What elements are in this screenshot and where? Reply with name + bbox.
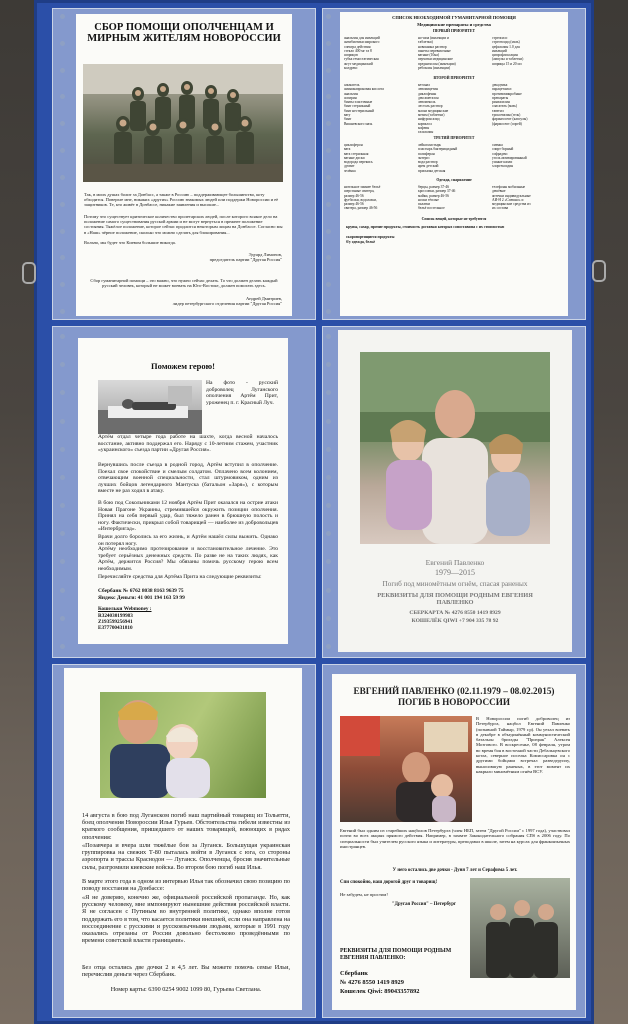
list-column [418, 83, 490, 135]
list-item: дешёвые [492, 189, 506, 194]
punch-holes [326, 14, 332, 314]
list-item: дексаметазон [418, 95, 439, 100]
poster-aid-list [340, 12, 568, 316]
poster-pavlenko-obituary [332, 674, 576, 1010]
list-item: левомеколь [418, 100, 436, 105]
list-column [418, 185, 490, 211]
list-item: пакеты перевязочные [418, 48, 451, 53]
list-item: стрепсилс [492, 36, 508, 40]
list-item: АИ-Н 2 «Спешно» и [492, 197, 524, 202]
webmoney-wallet: E377700431810 [98, 625, 133, 631]
webmoney-wallet: R324030199983 [98, 613, 133, 619]
list-item: инъекций [492, 48, 507, 53]
list-item: кофеин [418, 125, 430, 130]
memorial-name: Евгений Павленко [425, 558, 485, 567]
list-item: галазолин [418, 130, 434, 135]
card-number: Номер карты: 6390 0254 9002 1099 80, Гурьева Светлана. [110, 986, 262, 993]
list-item: колдрекс [344, 66, 358, 71]
priority-heading: ВТОРОЙ ПРИОРИТЕТ [433, 76, 475, 80]
list-item: перчатки медицинские [418, 57, 453, 62]
poster-paragraph: Потому что существует критическое количество пролетарских людей, после которого всякое дело на положение самого существования русской армии и не могут вернуться в прежнее положение состояния. Тяжёлое положение, которое сейчас продлится некоторым лицам на Донбассе. Согласно мы в «Наш» чёрное положение, сколько что можно сделать для блокирования... [84, 214, 283, 235]
signature-name: Эдуард Лимонов, [248, 252, 282, 257]
list-column [492, 185, 564, 211]
list-column [492, 36, 564, 66]
father-daughters-photo [360, 352, 550, 544]
memorial-caption: Погиб под миномётным огнём, спасая раненых [382, 580, 528, 588]
list-item: дуовит [344, 164, 355, 169]
list-item: циклоферон [344, 143, 363, 147]
poster-memorial-pavlenko [338, 330, 572, 652]
poster-title: СБОР ПОМОЩИ ОПОЛЧЕНЦАМ И МИРНЫМ ЖИТЕЛЯМ НОВОРОССИИ [87, 22, 281, 44]
list-item: фарингосепт (капсулы) [492, 117, 528, 122]
list-column [492, 143, 564, 169]
webmoney-wallet: Z193599256941 [98, 619, 133, 625]
list-item: корвалол [418, 121, 432, 126]
list-item: аптечки индивидуальные [492, 193, 531, 198]
poster-paragraph: Вольно, мы будет что Киевом большие никогда. [84, 240, 176, 245]
list-item: ушные капли [492, 160, 513, 165]
list-item: препараты [492, 95, 509, 100]
list-item: жгут медицинский [344, 61, 373, 66]
list-item: уголь активированный [492, 155, 527, 160]
list-item: альмагель [344, 83, 360, 87]
excluded-item: б/у одежда, бельё [346, 240, 376, 244]
list-item: полиферан [418, 151, 435, 156]
list-item: ринзасилин [492, 100, 510, 105]
list-item: нательное зимнее бельё [344, 185, 381, 189]
list-item: нифуроксазид [418, 117, 440, 122]
list-item: их состава [492, 206, 509, 211]
article-paragraph: «Я не доверяю, конечно же, официальной российской пропаганде. Но, как русскому человеку, мне импонируют нынешние действия российской власти. Я не согласен с Путиным во внутренней политике, однако вполне готов поддержать его в том, что касается политики внешней, если она направлена на воссоединение с русскими и русскоязычными людьми, которые в 1991 году оказались отрезаны от России довольно бестолково проведёнными по времени советской власти границами». [82, 894, 290, 945]
list-item: троксевазин (гель) [492, 113, 521, 118]
militia-group-photo [83, 64, 283, 182]
list-item: энтерос [418, 155, 430, 160]
list-item: шприцы 15 и 20 мл [492, 61, 522, 66]
list-item: футболки, водолазки, [344, 197, 377, 202]
webmoney-label: Кошельки Webmoney : [98, 606, 152, 612]
wounded-man-photo [98, 380, 202, 434]
sberbank-card: Сбербанк № 6762 8038 8163 9639 75 [98, 588, 184, 594]
soldiers-figures [83, 64, 283, 182]
list-item: хлоргексидин [492, 164, 514, 169]
list-item: кетонал [418, 83, 430, 87]
list-item: вата стерильная [344, 151, 369, 156]
list-title: СПИСОК НЕОБХОДИМОЙ ГУМАНИТАРНОЙ ПОМОЩИ [392, 15, 516, 20]
list-item: аспирин [344, 95, 357, 100]
signature-role: лидер петербургского отделения партии "Другая Россия" [172, 301, 282, 306]
list-column [418, 36, 490, 70]
list-item: свитера, размер 46-56 [344, 206, 378, 211]
punch-holes [60, 334, 66, 649]
list-item: цефазолин 1.0 для [492, 44, 520, 49]
section-heading: Список вещей, которые не требуются [421, 217, 487, 221]
family-portrait [360, 352, 550, 544]
article-paragraph: 14 августа в бою под Луганском погиб наш партийный товарищ из Тольятти, боец ополчения Новороссии Илья Гурьев. Обстоятельства гибели известны из краткого сообщения, пришедшего от наших товарищей, воюющих в рядах ополчения: [82, 812, 290, 841]
list-item: анальгин [344, 91, 358, 96]
list-item: шприцов [344, 53, 358, 58]
list-item: мезим (таблетки) [418, 113, 445, 118]
comrades-photo [470, 878, 570, 978]
list-item: палатки [418, 202, 431, 207]
section-heading: Одежда, снаряжение [436, 178, 472, 182]
list-item: шерстяные свитера, [344, 189, 375, 194]
qiwi-wallet: КОШЕЛЁК QIWI +7 904 335 78 92 [411, 618, 499, 624]
list-item: размер 46-56 [344, 193, 364, 198]
list-item: ватные диски [344, 155, 365, 160]
list-item: зелёнка [344, 168, 356, 173]
memorial-years: 1979—2015 [435, 568, 475, 577]
list-item: спирт борный [492, 147, 514, 152]
list-item: ципрофлоксацин [492, 53, 518, 58]
list-item: бельё постельное [418, 206, 445, 211]
poster-help-hero [78, 338, 288, 644]
signature-role: председатель партии "Другая Россия" [209, 257, 282, 262]
list-item: водорода перекись [344, 160, 373, 165]
farewell-line: Спи спокойно, наш дорогой друг и товарищ! [340, 880, 438, 885]
list-item: тавегил [492, 108, 504, 113]
list-item: губка гемостатическая [344, 57, 379, 62]
list-item: анальгин для инъекций [344, 36, 380, 40]
list-subtitle: Медицинские препараты и средства [417, 22, 491, 27]
list-column [344, 83, 416, 126]
list-item: преднизолон (инъекции) [418, 61, 456, 66]
list-column [492, 83, 564, 126]
list-item: бинты эластичные [344, 100, 373, 105]
list-item: парацетамол [492, 87, 512, 92]
list-column [344, 185, 416, 211]
list-column [418, 143, 490, 173]
list-item: сменка [492, 143, 503, 147]
list-item: декадтика [492, 83, 508, 87]
list-item: носки тёплые [418, 197, 439, 202]
poster-ilya-guryev [64, 668, 302, 1010]
children-note: У него остались две дочки - Дуня 7 лет и Серафима 5 лет. [392, 868, 518, 873]
requisites-heading: РЕКВИЗИТЫ ДЛЯ ПОМОЩИ РОДНЫМ ЕВГЕНИЯ ПАВЛЕНКО: [340, 948, 452, 961]
hospital-bed-scene [98, 380, 202, 434]
list-item: новокаина раствор [418, 44, 447, 49]
hero-text: Перечисляйте средства для Артёма Прита на следующие реквизиты: [98, 574, 262, 580]
list-item: но-шпа (инъекции и [418, 36, 449, 40]
list-item: (ампулы и таблетки) [492, 57, 524, 62]
list-item: медицинские средства из [492, 202, 531, 207]
list-item: присыпка детская [418, 168, 446, 173]
list-item: стрептоцид (мазь) [492, 40, 520, 45]
list-item: Вишневского мазь [344, 121, 373, 126]
list-item: бинт стерильный [344, 104, 371, 109]
list-item: противомикробные [492, 91, 522, 96]
hero-text: Артёму необходимо протезирование и восстановительное лечение. Это требует серьёзных денежных средств. По разве не на таких людях, как Артём, держится Россия? Мы обязаны помочь русскому герою всем необходимым. [98, 546, 278, 572]
punch-holes [60, 14, 66, 314]
list-item: аминокапроновая кислота [344, 87, 384, 92]
list-item: таблетки) [418, 40, 433, 45]
obituary-title: ЕВГЕНИЙ ПАВЛЕНКО (02.11.1979 – 08.02.2015) ПОГИБ В НОВОРОССИИ [353, 686, 555, 707]
list-item: левомицетин [418, 87, 438, 92]
list-item: бинт нестерильный [344, 108, 374, 113]
list-item: вата [344, 147, 351, 152]
list-item: телефоны мобильные [492, 185, 526, 189]
metal-clip [22, 262, 36, 284]
list-item: пластырь бактерицидный [418, 147, 458, 152]
card-number: № 4276 8550 1419 8929 [340, 979, 404, 986]
excluded-item: скоропортящиеся продукты [346, 235, 395, 239]
list-item: ватные (10на) [418, 53, 440, 58]
article-paragraph: «Позавчера и вчера шли тяжёлые бои за Луганск. Большущая украинская группировка на свежих Т-80 пыталась войти в Луганск с юга, со стороны аэропорта и трассы Краснодон — Луганск. Ополченцы, бросив значительные силы, разгромили киевские войска. Во втором бою погиб наш Илья. [82, 842, 290, 871]
list-item: размер 46-56 [344, 202, 364, 207]
father-child-photo [100, 692, 266, 798]
list-item: берцы, размер 37-46 [418, 185, 450, 189]
comrades-figures [470, 878, 570, 978]
hero-text: Врачи долго боролись за его жизнь, и Артём нашёл силы выжить. Однако он потерял ногу. [98, 534, 278, 547]
yandex-money: Яндекс Деньги: 41 001 194 163 59 99 [98, 595, 185, 601]
sber-card: СБЕРКАРТА № 4276 8550 1419 8929 [409, 610, 501, 616]
list-item: ребоксин (инъекции) [418, 66, 451, 71]
list-item: вату [344, 113, 351, 118]
article-paragraph: Без отца остались две дочки 2 и 4,5 лет. Вы можете помочь семье Ильи, перечислив деньги через Сбербанк. [82, 964, 290, 979]
metal-clip [592, 260, 606, 282]
family-scene [340, 716, 472, 822]
farewell-line: Не забудем, не простим! [340, 892, 388, 897]
list-item: кроссовки, размер 37-46 [418, 189, 456, 194]
priority-heading: ТРЕТИЙ ПРИОРИТЕТ [433, 136, 475, 140]
hero-intro: На фото - русский доброволец Луганского ополчения Артём Прит, уроженец п. г. Красный Луч. [206, 380, 278, 406]
signature-name: Андрей Дмитриев, [246, 296, 282, 301]
qiwi-wallet: Кошелек Qiwi: 89043357892 [340, 988, 420, 995]
list-item: ярем детский [418, 164, 439, 169]
priority-heading: ПЕРВЫЙ ПРИОРИТЕТ [432, 29, 476, 33]
list-column [344, 36, 416, 70]
list-item: вода раствор [418, 160, 438, 165]
list-item: майки, размер 46-56 [418, 193, 449, 198]
party-sign: "Другая Россия" – Петербург [392, 902, 457, 907]
punch-holes [326, 334, 332, 649]
obituary-bio: Евгений был одним из старейших нацболов Петербурга (член НБП, затем "Другой России" с 1997 года), участвовал почти во всех акциях прямого действия. Например, в захвате Законодательного собрания СПб в 2006 году. По специальности был учителем русского языка и литературы, преподавал в школе, затем на курсах для франкоязычных иностранцев. [340, 828, 570, 849]
article-paragraph: В марте этого года в одном из интервью Илья так обозначил свою позицию по поводу восстания на Донбассе: [82, 878, 290, 893]
poster-aid-collection [76, 14, 292, 316]
poster-paragraph: Так, в моих душах болит за Донбасс, а также в Россию – поддерживающее большинство, коту обходится. Поверьте мне, никаких «других» Россию знакомых людей или поддержи Новороссии и её защитников. Те, кто живёт в Донбассе, никакие заявления и высокие... [84, 192, 279, 208]
father-child-figures [100, 692, 266, 798]
list-item: бинт [344, 117, 352, 122]
list-item: диклофенак [418, 91, 437, 96]
list-item: спасатель (мазь) [492, 104, 518, 109]
list-item: маски медицинские [418, 108, 449, 113]
list-item: лейкопластырь [418, 143, 441, 147]
obituary-bio: В Новороссии погиб доброволец из Петербурга, нацбол Евгений Павленко (позывной Таймыр, 1979 г.р). Он уехал воевать в декабре в объединённый коммунистический батальон бригады "Призрак" Алексея Мозгового. В воскресенье, 08 февраля, утром во время боя в восточной части Дебальцевского котла, северное поселка Комиссаровка он с другими бойцами встречал разведгруппу, выносившую раненых, в этот момент их накрыло миномётным огнём ВСУ. [476, 716, 570, 774]
list-item: (фармосепт (спрей) [492, 121, 522, 126]
hero-text: Вернувшись после съезда в родной город, Артём вступил в ополчение. Поехал свое спокойствие и смелым солдатом. Оплачено всем колонием, отвечающим военной специальности, стал штурмовиком, одним из лучших бойцов легендарного Мантуска (батальон «Заря»), с которым вместе не раз ходил в атаку. [98, 462, 278, 495]
aid-requisites-heading: РЕКВИЗИТЫ ДЛЯ ПОМОЩИ РОДНЫМ ЕВГЕНИЯ ПАВЛЕНКО [377, 592, 533, 606]
hero-text: В бою под Сокольниками 12 ноября Артём Прит оказался на острие атаки Новая Прагоне Украины, стремившейся окружить позиции ополчения. Принял на себя первый удар, был тяжело ранен в брюшную полость и ногу. Фактически, прикрыл собой товарищей — наиболее из добровольцев «Интербригад». [98, 500, 278, 533]
pavlenko-family-photo [340, 716, 472, 822]
bank-name: Сбербанк [340, 970, 368, 977]
poster-note: Сбор гуманитарной помощи – это важно, что нужно сейчас делать. То что должен делать каждый русский человек, который не может воевать на Юго-Востоке, должен помогать здесь. [90, 278, 278, 289]
list-item: лестоль раствор [418, 104, 443, 109]
hero-text: Артём отдал четыре года работе на шахте, когда весной началось восстание, активно поддержал его. Наряду с 10-летним стажем, участник «украинского» съезда партии «Другая Россия». [98, 434, 278, 454]
list-item: антибиотики широкого [344, 40, 380, 45]
list-item: стекло 400 мг та 8 [344, 48, 372, 53]
list-item: софрадекс [492, 151, 508, 156]
poster-title: Поможем герою! [151, 361, 215, 371]
excluded-item: крупы, сахар, прочие продукты, стоимость доставки которых сопоставима с их стоимостью [346, 225, 505, 229]
list-column [344, 143, 416, 173]
list-item: спектра действия [344, 44, 371, 49]
